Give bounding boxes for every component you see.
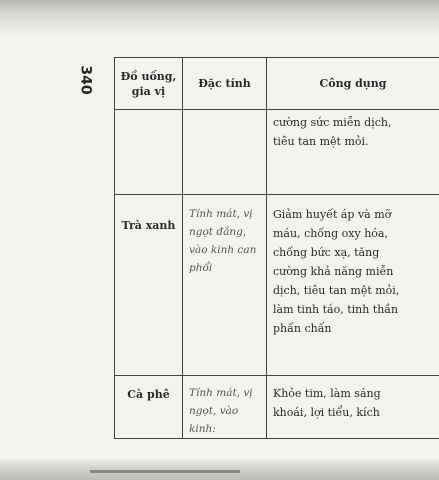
uses-line: phấn chấn (273, 322, 332, 335)
cell-name (115, 110, 183, 195)
table-row (115, 110, 439, 195)
table-header-row (115, 58, 439, 110)
page-number: 340 (77, 65, 94, 95)
uses-line: Giảm huyết áp và mỡ (273, 208, 392, 221)
page-edge-line (90, 470, 240, 473)
uses-line: khoái, lợi tiểu, kích (273, 406, 380, 419)
cell-uses (267, 110, 439, 195)
header-beverage: Đồ uống, gia vị (115, 58, 183, 110)
cell-property (183, 110, 267, 195)
header-uses: Công dụng (267, 58, 439, 110)
cell-uses (267, 195, 439, 376)
header-property: Đặc tính (183, 58, 267, 110)
cell-name: Cà phê (115, 376, 183, 439)
cell-property: Tính mát, vị ngọt đắng, vào kinh can phổi (183, 195, 267, 376)
page-bottom-shadow (0, 458, 439, 480)
uses-line: dịch, tiêu tan mệt mỏi, (273, 284, 400, 297)
uses-line: cường khả năng miễn (273, 265, 394, 278)
uses-line: chống bức xạ, tăng (273, 246, 380, 259)
uses-line: cường sức miễn dịch, (273, 116, 392, 129)
uses-line: làm tinh táo, tinh thần (273, 303, 399, 316)
cell-property: Tính mát, vị ngọt, vào kinh: (183, 376, 267, 439)
table-row (115, 195, 439, 376)
beverage-spice-table (114, 57, 439, 439)
uses-line: tiêu tan mệt mỏi. (273, 135, 369, 148)
uses-line: Khỏe tim, làm sáng (273, 387, 381, 400)
cell-uses (267, 376, 439, 439)
cell-name: Trà xanh (115, 195, 183, 376)
table-row (115, 376, 439, 439)
page-top-shadow (0, 0, 439, 36)
uses-line: máu, chống oxy hóa, (273, 227, 388, 240)
